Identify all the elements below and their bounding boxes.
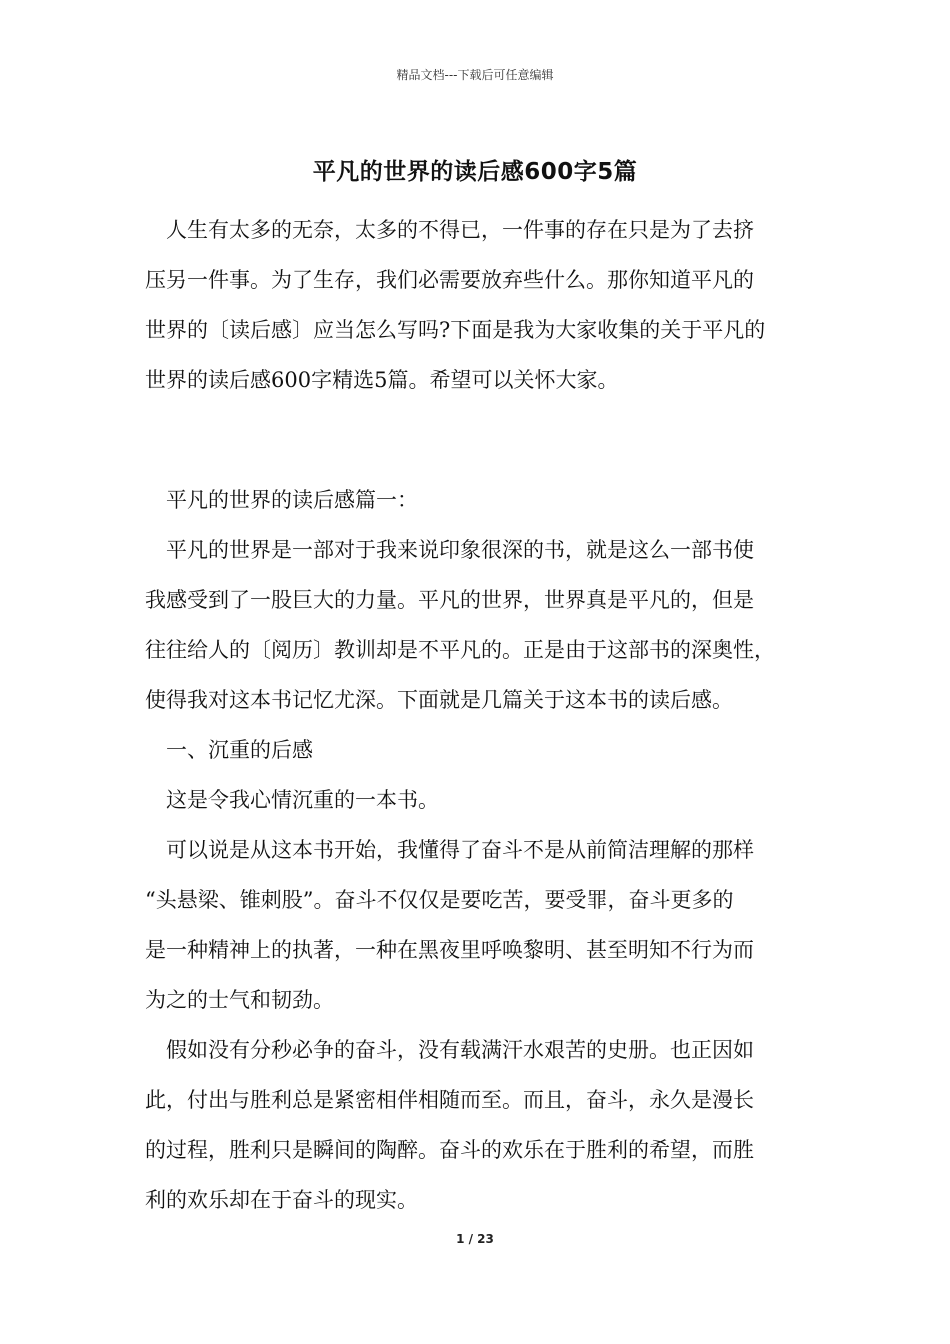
intro-line-2: 压另一件事。为了生存，我们必需要放弃些什么。那你知道平凡的 [145,268,754,292]
section-heading: 平凡的世界的读后感篇一： [166,488,418,512]
document-title: 平凡的世界的读后感600字5篇 [312,159,638,185]
paragraph-1-line-3: 往往给人的〔阅历〕教训却是不平凡的。正是由于这部书的深奥性， [145,638,775,662]
paragraph-1 [145,525,820,725]
paragraph-2 [145,775,820,825]
paragraph-4-line-1: 假如没有分秒必争的奋斗，没有载满汗水艰苦的史册。也正因如 [166,1038,754,1062]
paragraph-4 [145,1025,820,1225]
paragraph-1-line-4: 使得我对这本书记忆尤深。下面就是几篇关于这本书的读后感。 [145,688,733,712]
intro-line-3: 世界的〔读后感〕应当怎么写吗?下面是我为大家收集的关于平凡的 [145,318,766,342]
paragraph-3 [145,825,820,1025]
paragraph-4-line-3: 的过程，胜利只是瞬间的陶醉。奋斗的欢乐在于胜利的希望，而胜 [145,1138,754,1162]
page-number: 1 / 23 [456,1232,494,1246]
intro-paragraph [145,205,820,405]
page-header: 精品文档---下载后可任意编辑 [396,68,554,82]
paragraph-3-line-4: 为之的士气和韧劲。 [145,988,334,1012]
paragraph-1-line-2: 我感受到了一股巨大的力量。平凡的世界，世界真是平凡的，但是 [145,588,754,612]
paragraph-gap [145,405,820,475]
document-body [145,205,820,1225]
paragraph-1-line-1: 平凡的世界是一部对于我来说印象很深的书，就是这么一部书使 [166,538,754,562]
paragraph-3-line-3: 是一种精神上的执著，一种在黑夜里呼唤黎明、甚至明知不行为而 [145,938,754,962]
paragraph-2-line-1: 这是令我心情沉重的一本书。 [166,788,439,812]
paragraph-4-line-2: 此，付出与胜利总是紧密相伴相随而至。而且，奋斗，永久是漫长 [145,1088,754,1112]
intro-line-4: 世界的读后感600字精选5篇。希望可以关怀大家。 [145,368,619,392]
paragraph-4-line-4: 利的欢乐却在于奋斗的现实。 [145,1188,418,1212]
subheading: 一、沉重的后感 [166,738,313,762]
paragraph-3-line-1: 可以说是从这本书开始，我懂得了奋斗不是从前简洁理解的那样 [166,838,754,862]
paragraph-3-line-2: “头悬梁、锥刺股”。奋斗不仅仅是要吃苦，要受罪，奋斗更多的 [145,888,734,912]
intro-line-1: 人生有太多的无奈，太多的不得已，一件事的存在只是为了去挤 [166,218,754,242]
